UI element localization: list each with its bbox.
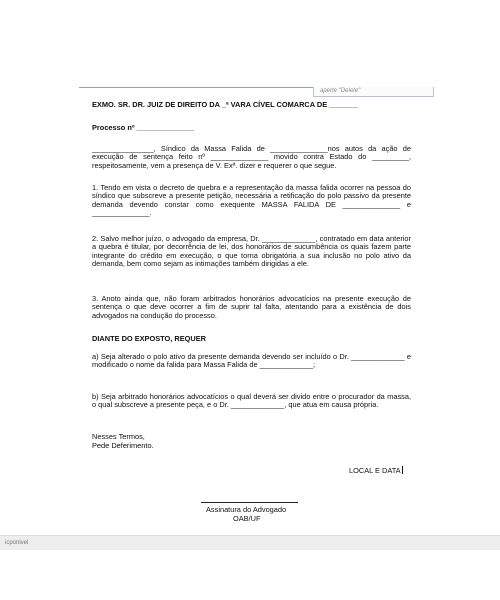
hint-box (313, 87, 434, 97)
processo-line: Processo nº ______________ (92, 123, 195, 132)
closing-nesses-termos: Nesses Termos, (92, 432, 145, 441)
local-e-data-line (349, 466, 403, 475)
signature-line (201, 502, 298, 503)
item-1-paragraph: 1. Tendo em vista o decreto de quebra e a representação da massa falida ocorrer na pessoa do síndico que subscreve a presente petição, necessária a retificação do polo passivo da presente demanda devendo constar como exequente MASSA FALIDA DE ______________ e ______________. (92, 183, 411, 218)
oab-label: OAB/UF (233, 514, 261, 523)
request-b-paragraph: b) Seja arbitrado honorários advocatícios o qual deverá ser divido entre o procurador da massa, o qual subscreve a presente peça, e o Dr. _____________, que atua em causa própria. (92, 392, 411, 410)
request-a-paragraph: a) Seja alterado o polo ativo da presente demanda devendo ser incluído o Dr. _____________ e modificado o nome da falida para Massa Falida de _____________; (92, 352, 411, 370)
signature-label: Assinatura do Advogado (206, 505, 287, 514)
text-cursor (402, 466, 403, 474)
status-bar (0, 535, 500, 550)
intro-paragraph: _______________, Síndico da Massa Falida de ______________nos autos da ação de execução de sentença feito nº ______________ movido contra Estado do _________, respeitosamente, vem a presença de V. Exª. dizer e requerer o que segue. (92, 144, 411, 170)
hint-text: aperte "Delete" (320, 88, 361, 94)
item-3-paragraph: 3. Anoto ainda que, não foram arbitrados honorários advocatícios na presente execução de sentença o que deve ocorrer a fim de suprir tal falta, atentando para a existência de dois advogados na condução do processo. (92, 294, 411, 320)
local-e-data-text: LOCAL E DATA (349, 466, 401, 475)
item-2-paragraph: 2. Salvo melhor juízo, o advogado da empresa, Dr. _____________, contratado em data anterior a quebra é titular, por decorrência de lei, dos honorários de sucumbência os quais fazem parte integrante do crédito em execução, o que torna obrigatória a sua inclusão no polo ativo da demanda, bem como sejam as intimações também dirigidas a ele. (92, 234, 411, 269)
diante-heading: DIANTE DO EXPOSTO, REQUER (92, 334, 207, 343)
status-bar-text: icponivel (5, 540, 29, 546)
heading: EXMO. SR. DR. JUIZ DE DIREITO DA _ª VARA CÍVEL COMARCA DE _______ (92, 100, 358, 109)
closing-pede-deferimento: Pede Deferimento. (92, 441, 154, 450)
